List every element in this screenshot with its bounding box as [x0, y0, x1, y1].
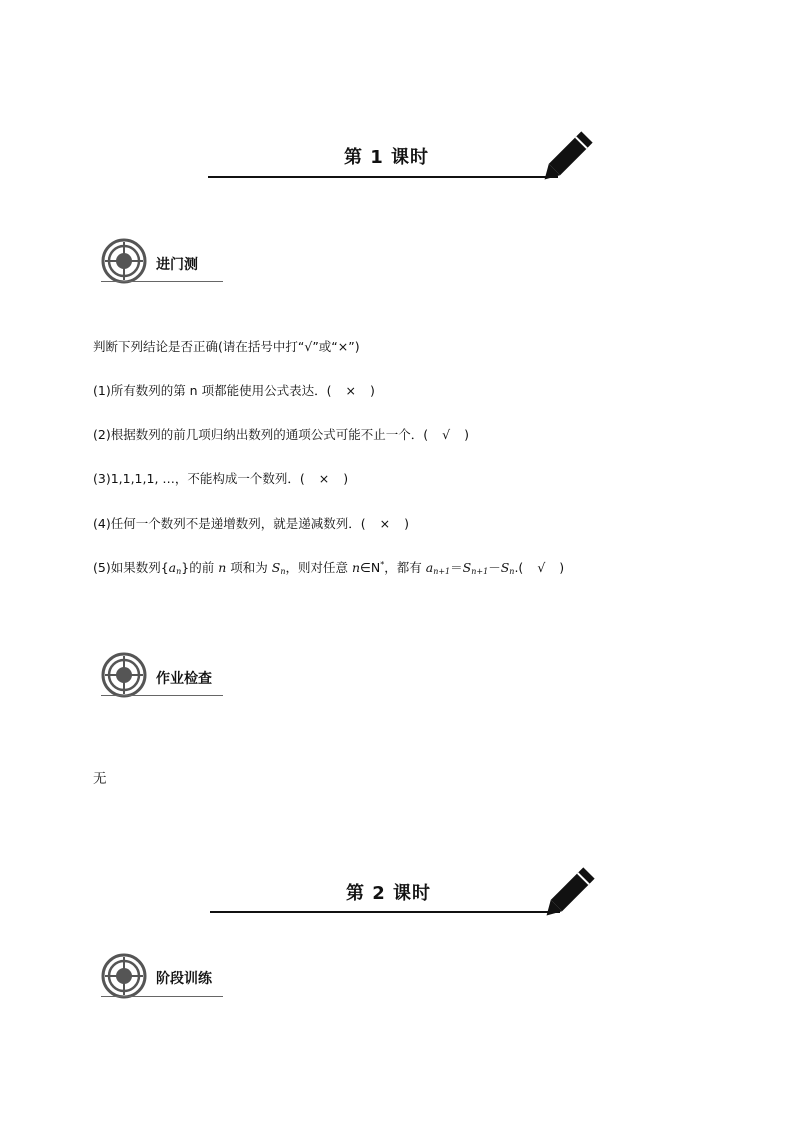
intro-item-5	[93, 558, 564, 576]
t: ＝	[450, 560, 463, 575]
t: }的前	[181, 560, 219, 575]
answer-mark: √	[442, 427, 451, 442]
intro-item-3	[93, 469, 348, 487]
item-text: (2)根据数列的前几项归纳出数列的通项公式可能不止一个．(	[93, 427, 429, 442]
item-text: (4)任何一个数列不是递增数列，就是递减数列．(	[93, 516, 366, 531]
homework-text: 无	[93, 771, 107, 787]
sub-n: n	[176, 567, 182, 576]
section-training-underline	[101, 996, 223, 997]
sub-n: n	[280, 567, 286, 576]
intro-item-4	[93, 514, 409, 532]
lesson-2-rule	[210, 911, 560, 913]
var-a: a	[168, 560, 177, 575]
item-text: (1)所有数列的第 n 项都能使用公式表达．(	[93, 383, 332, 398]
section-homework-underline	[101, 695, 223, 696]
var-a: a	[425, 560, 434, 575]
t: (5)如果数列{	[93, 560, 169, 575]
intro-instruction: 判断下列结论是否正确(请在括号中打“√”或“×”)	[93, 339, 360, 354]
close-paren: )	[464, 427, 469, 442]
t: .(	[514, 560, 524, 575]
section-homework-label: 作业检查	[156, 671, 212, 687]
lesson-2-title: 第 2 课时	[346, 883, 432, 904]
section-intro-label: 进门测	[156, 257, 198, 273]
close-paren: )	[343, 471, 349, 486]
sub: n+1	[471, 567, 489, 576]
t: ，则对任意	[285, 560, 352, 575]
pencil-icon	[540, 124, 600, 184]
close-paren: )	[404, 516, 409, 531]
t: 项和为	[226, 560, 272, 575]
lesson-1-title: 第 1 课时	[344, 147, 430, 168]
sub: n	[509, 567, 515, 576]
close-paren: )	[559, 560, 565, 575]
section-training-label: 阶段训练	[156, 971, 212, 987]
intro-item-2	[93, 425, 469, 443]
var-S: S	[500, 560, 510, 575]
var-S: S	[271, 560, 281, 575]
lesson-1-rule	[208, 176, 558, 178]
target-icon	[101, 652, 147, 698]
t: －	[488, 560, 501, 575]
sub: n+1	[433, 567, 451, 576]
var-n: n	[351, 560, 361, 575]
answer-mark: ×	[379, 516, 391, 531]
answer-mark: ×	[318, 471, 330, 486]
var-n: n	[218, 560, 227, 575]
var-S: S	[462, 560, 472, 575]
answer-mark: ×	[345, 383, 356, 398]
section-intro-underline	[101, 281, 223, 282]
intro-item-1	[93, 381, 375, 399]
target-icon	[101, 238, 147, 284]
pencil-icon	[542, 860, 602, 920]
item-text: (3)1,1,1,1, …，不能构成一个数列．(	[93, 471, 305, 486]
t: ∈N	[360, 560, 381, 575]
close-paren: )	[369, 383, 375, 398]
answer-mark: √	[537, 560, 546, 575]
target-icon	[101, 953, 147, 999]
sup-star: *	[380, 560, 385, 569]
t: ，都有	[384, 560, 426, 575]
